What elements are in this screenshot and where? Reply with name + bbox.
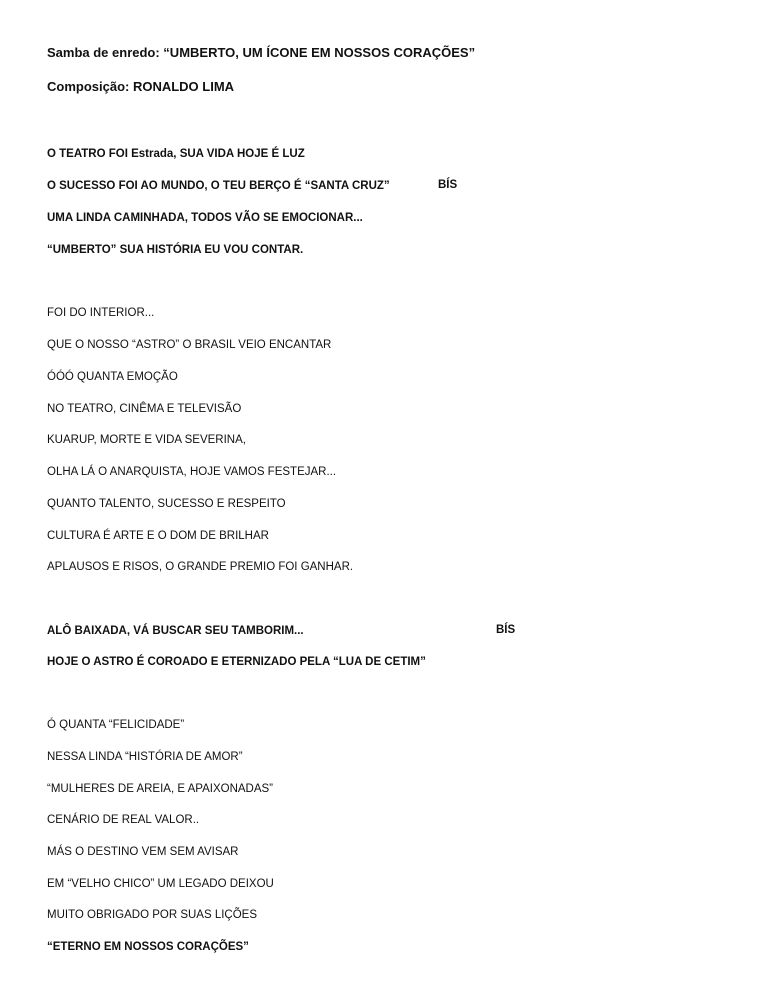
lyric-line: CULTURA É ARTE E O DOM DE BRILHAR — [47, 530, 269, 542]
lyric-line: “MULHERES DE AREIA, E APAIXONADAS” — [47, 783, 274, 795]
song-title: Samba de enredo: “UMBERTO, UM ÍCONE EM NOSSOS CORAÇÕES” — [47, 45, 476, 60]
lyric-line: CENÁRIO DE REAL VALOR.. — [47, 814, 200, 826]
lyric-line: MÁS O DESTINO VEM SEM AVISAR — [47, 846, 239, 858]
bis-marker: BÍS — [438, 179, 458, 191]
lyric-line: HOJE O ASTRO É COROADO E ETERNIZADO PELA “LUA DE CETIM” — [47, 656, 426, 668]
lyric-line: KUARUP, MORTE E VIDA SEVERINA, — [47, 434, 246, 446]
lyric-line: UMA LINDA CAMINHADA, TODOS VÃO SE EMOCIONAR... — [47, 212, 363, 224]
lyric-line: FOI DO INTERIOR... — [47, 307, 155, 319]
lyric-line: OLHA LÁ O ANARQUISTA, HOJE VAMOS FESTEJAR... — [47, 466, 337, 478]
lyric-line: Ó QUANTA “FELICIDADE” — [47, 719, 185, 731]
lyric-line: O TEATRO FOI Estrada, SUA VIDA HOJE É LUZ — [47, 148, 305, 160]
composer-line: Composição: RONALDO LIMA — [47, 79, 235, 94]
lyric-line: QUE O NOSSO “ASTRO” O BRASIL VEIO ENCANTAR — [47, 339, 332, 351]
lyric-line: O SUCESSO FOI AO MUNDO, O TEU BERÇO É “SANTA CRUZ” — [47, 180, 390, 192]
lyric-line: APLAUSOS E RISOS, O GRANDE PREMIO FOI GANHAR. — [47, 561, 354, 573]
lyric-line: MUITO OBRIGADO POR SUAS LIÇÕES — [47, 909, 258, 921]
lyric-line: “ETERNO EM NOSSOS CORAÇÕES” — [47, 941, 249, 953]
lyric-line: EM “VELHO CHICO” UM LEGADO DEIXOU — [47, 878, 274, 890]
lyric-line: ALÔ BAIXADA, VÁ BUSCAR SEU TAMBORIM... — [47, 625, 304, 637]
lyric-line: QUANTO TALENTO, SUCESSO E RESPEITO — [47, 498, 286, 510]
lyric-line: “UMBERTO” SUA HISTÓRIA EU VOU CONTAR. — [47, 244, 304, 256]
lyric-line: NO TEATRO, CINÊMA E TELEVISÃO — [47, 403, 242, 415]
lyric-line: NESSA LINDA “HISTÓRIA DE AMOR” — [47, 751, 243, 763]
lyric-line: ÓÓÓ QUANTA EMOÇÃO — [47, 371, 178, 383]
bis-marker: BÍS — [496, 624, 516, 636]
